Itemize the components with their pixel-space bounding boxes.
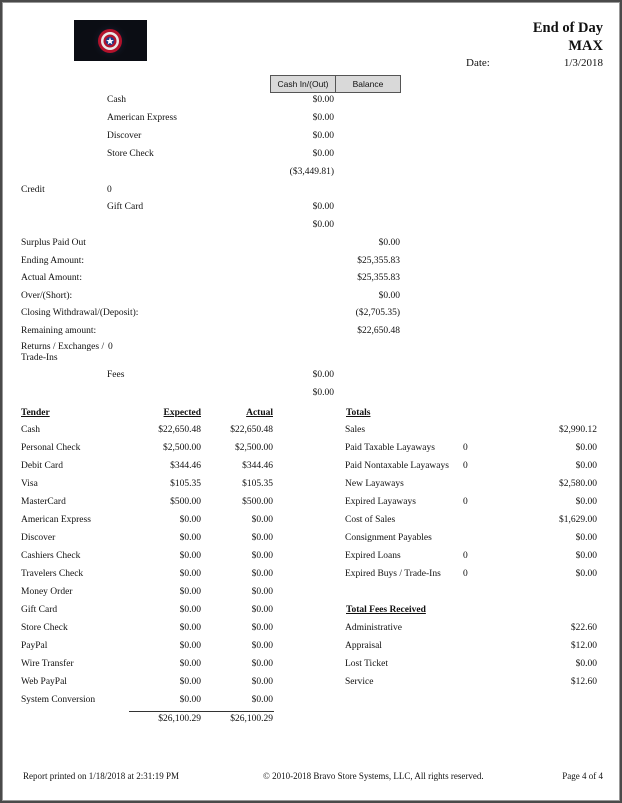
tender-row-name: System Conversion (21, 695, 96, 705)
totals-row-name: Expired Buys / Trade-Ins (345, 569, 441, 579)
credit-label: Credit (21, 185, 45, 195)
totals-row-value: $0.00 (575, 533, 597, 543)
totals-row-value: $1,629.00 (559, 515, 597, 525)
fees-received-row-value: $12.60 (570, 677, 597, 687)
tender-row-name: Discover (21, 533, 56, 543)
tender-row-actual: $0.00 (251, 623, 273, 633)
tender-row-name: Gift Card (21, 605, 58, 615)
balance-row-value: ($2,705.35) (355, 308, 400, 318)
balance-row-label: Actual Amount: (21, 273, 82, 283)
returns-label-line2: Trade-Ins (21, 353, 58, 363)
tender-row-actual: $0.00 (251, 677, 273, 687)
tender-row-expected: $500.00 (170, 497, 201, 507)
tender-row-expected: $0.00 (179, 551, 201, 561)
cash-row-amount: $0.00 (312, 113, 334, 123)
balance-row-label: Closing Withdrawal/(Deposit): (21, 308, 139, 318)
tender-row-name: Cash (21, 425, 40, 435)
report-title: End of Day (532, 20, 603, 36)
tender-total-actual: $26,100.29 (230, 714, 273, 724)
balance-row-value: $0.00 (378, 290, 400, 301)
tender-row-actual: $500.00 (242, 497, 273, 507)
totals-row-name: Cost of Sales (345, 515, 396, 525)
fees-amount: $0.00 (312, 370, 334, 380)
tender-row-actual: $0.00 (251, 569, 273, 579)
totals-row-name: Consignment Payables (345, 533, 432, 543)
tender-row-expected: $0.00 (179, 515, 201, 525)
cash-row-amount: $0.00 (312, 95, 334, 105)
fees-received-row-value: $0.00 (575, 659, 597, 669)
balance-row-label: Ending Amount: (21, 255, 85, 266)
balance-row-value: $0.00 (378, 238, 400, 248)
tender-row-expected: $2,500.00 (163, 443, 201, 453)
tender-row-expected: $22,650.48 (158, 425, 201, 435)
tender-row-name: Cashiers Check (21, 551, 81, 561)
balance-row-label: Over/(Short): (21, 290, 73, 301)
tender-row-name: PayPal (21, 641, 48, 651)
fees-received-row-name: Lost Ticket (345, 659, 389, 669)
tender-row-actual: $2,500.00 (235, 443, 273, 453)
cash-total: ($3,449.81) (289, 167, 334, 177)
tender-header: Tender (21, 408, 50, 418)
tender-total-expected: $26,100.29 (158, 714, 201, 724)
totals-row-value: $0.00 (575, 551, 597, 561)
tender-row-expected: $0.00 (179, 587, 201, 597)
totals-row-name: Paid Taxable Layaways (345, 443, 435, 453)
actual-header: Actual (246, 408, 273, 418)
fees-total: $0.00 (312, 388, 334, 398)
tender-row-expected: $0.00 (179, 695, 201, 705)
cash-row-label: American Express (107, 113, 177, 123)
balance-row-label: Surplus Paid Out (21, 238, 86, 248)
totals-row-name: Paid Nontaxable Layaways (345, 461, 449, 471)
tender-row-expected: $0.00 (179, 677, 201, 687)
tender-row-name: MasterCard (21, 497, 66, 507)
footer-copyright: © 2010-2018 Bravo Store Systems, LLC, All rights reserved. (263, 771, 484, 781)
totals-row-value: $0.00 (575, 569, 597, 579)
tender-row-actual: $0.00 (251, 551, 273, 561)
returns-count: 0 (108, 342, 113, 352)
tender-row-name: Money Order (21, 587, 73, 597)
tender-row-actual: $0.00 (251, 659, 273, 669)
gift-card-label: Gift Card (107, 202, 144, 212)
tender-row-actual: $344.46 (242, 461, 273, 471)
fees-received-header: Total Fees Received (346, 605, 426, 615)
totals-row-count: 0 (463, 551, 468, 561)
tender-row-name: Travelers Check (21, 569, 84, 579)
totals-row-value: $0.00 (575, 497, 597, 507)
totals-row-count: 0 (463, 497, 468, 507)
shield-logo-icon (74, 20, 147, 61)
cash-row-amount: $0.00 (312, 131, 334, 141)
tender-row-expected: $0.00 (179, 605, 201, 615)
totals-row-count: 0 (463, 443, 468, 453)
tender-row-actual: $105.35 (242, 479, 273, 489)
tender-row-actual: $0.00 (251, 605, 273, 615)
totals-row-value: $2,580.00 (559, 479, 597, 489)
date-value: 1/3/2018 (563, 57, 603, 69)
credit-total: $0.00 (312, 220, 334, 230)
fees-received-row-value: $22.60 (570, 623, 597, 633)
cash-row-label: Store Check (107, 149, 154, 159)
fees-received-row-name: Service (345, 677, 374, 687)
report-store-name: MAX (568, 38, 603, 54)
tender-row-name: Store Check (21, 623, 68, 633)
totals-row-name: Expired Layaways (345, 497, 416, 507)
balance-row-value: $25,355.83 (357, 255, 400, 266)
tender-row-actual: $0.00 (251, 641, 273, 651)
balance-row-value: $22,650.48 (357, 325, 400, 336)
tender-row-name: Personal Check (21, 443, 81, 453)
tender-row-actual: $22,650.48 (230, 425, 273, 435)
tender-row-actual: $0.00 (251, 515, 273, 525)
credit-count: 0 (107, 185, 112, 195)
fees-received-row-name: Appraisal (345, 641, 382, 651)
balance-row-label: Remaining amount: (21, 325, 97, 336)
tender-row-expected: $0.00 (179, 569, 201, 579)
date-label: Date: (466, 57, 490, 69)
cash-in-out-header: Cash In/(Out) (270, 75, 336, 93)
footer-page: Page 4 of 4 (562, 771, 603, 781)
tender-row-actual: $0.00 (251, 695, 273, 705)
footer-printed: Report printed on 1/18/2018 at 2:31:19 PM (23, 771, 179, 781)
expected-header: Expected (163, 408, 201, 418)
tender-row-expected: $0.00 (179, 533, 201, 543)
store-logo (74, 20, 147, 61)
tender-row-actual: $0.00 (251, 587, 273, 597)
tender-row-name: Visa (21, 479, 38, 489)
fees-received-row-value: $12.00 (570, 641, 597, 651)
totals-row-count: 0 (463, 569, 468, 579)
tender-row-name: Debit Card (21, 461, 63, 471)
totals-row-value: $0.00 (575, 461, 597, 471)
balance-header: Balance (335, 75, 401, 93)
fees-label: Fees (107, 370, 125, 380)
tender-total-divider (129, 711, 274, 712)
tender-row-expected: $0.00 (179, 659, 201, 669)
totals-row-name: Sales (345, 425, 366, 435)
tender-row-name: American Express (21, 515, 91, 525)
totals-row-value: $0.00 (575, 443, 597, 453)
totals-row-name: Expired Loans (345, 551, 401, 561)
cash-row-amount: $0.00 (312, 149, 334, 159)
gift-card-amount: $0.00 (312, 202, 334, 212)
tender-row-name: Wire Transfer (21, 659, 74, 669)
fees-received-row-name: Administrative (345, 623, 402, 633)
tender-row-expected: $105.35 (170, 479, 201, 489)
tender-row-expected: $0.00 (179, 623, 201, 633)
returns-label-line1: Returns / Exchanges / (21, 342, 105, 352)
tender-row-expected: $344.46 (170, 461, 201, 471)
cash-row-label: Discover (107, 131, 142, 141)
tender-row-actual: $0.00 (251, 533, 273, 543)
tender-row-expected: $0.00 (179, 641, 201, 651)
totals-row-value: $2,990.12 (559, 425, 597, 435)
tender-row-name: Web PayPal (21, 677, 67, 687)
balance-row-value: $25,355.83 (357, 273, 400, 283)
totals-row-count: 0 (463, 461, 468, 471)
totals-row-name: New Layaways (345, 479, 404, 489)
cash-row-label: Cash (107, 95, 126, 105)
totals-header: Totals (346, 408, 371, 418)
